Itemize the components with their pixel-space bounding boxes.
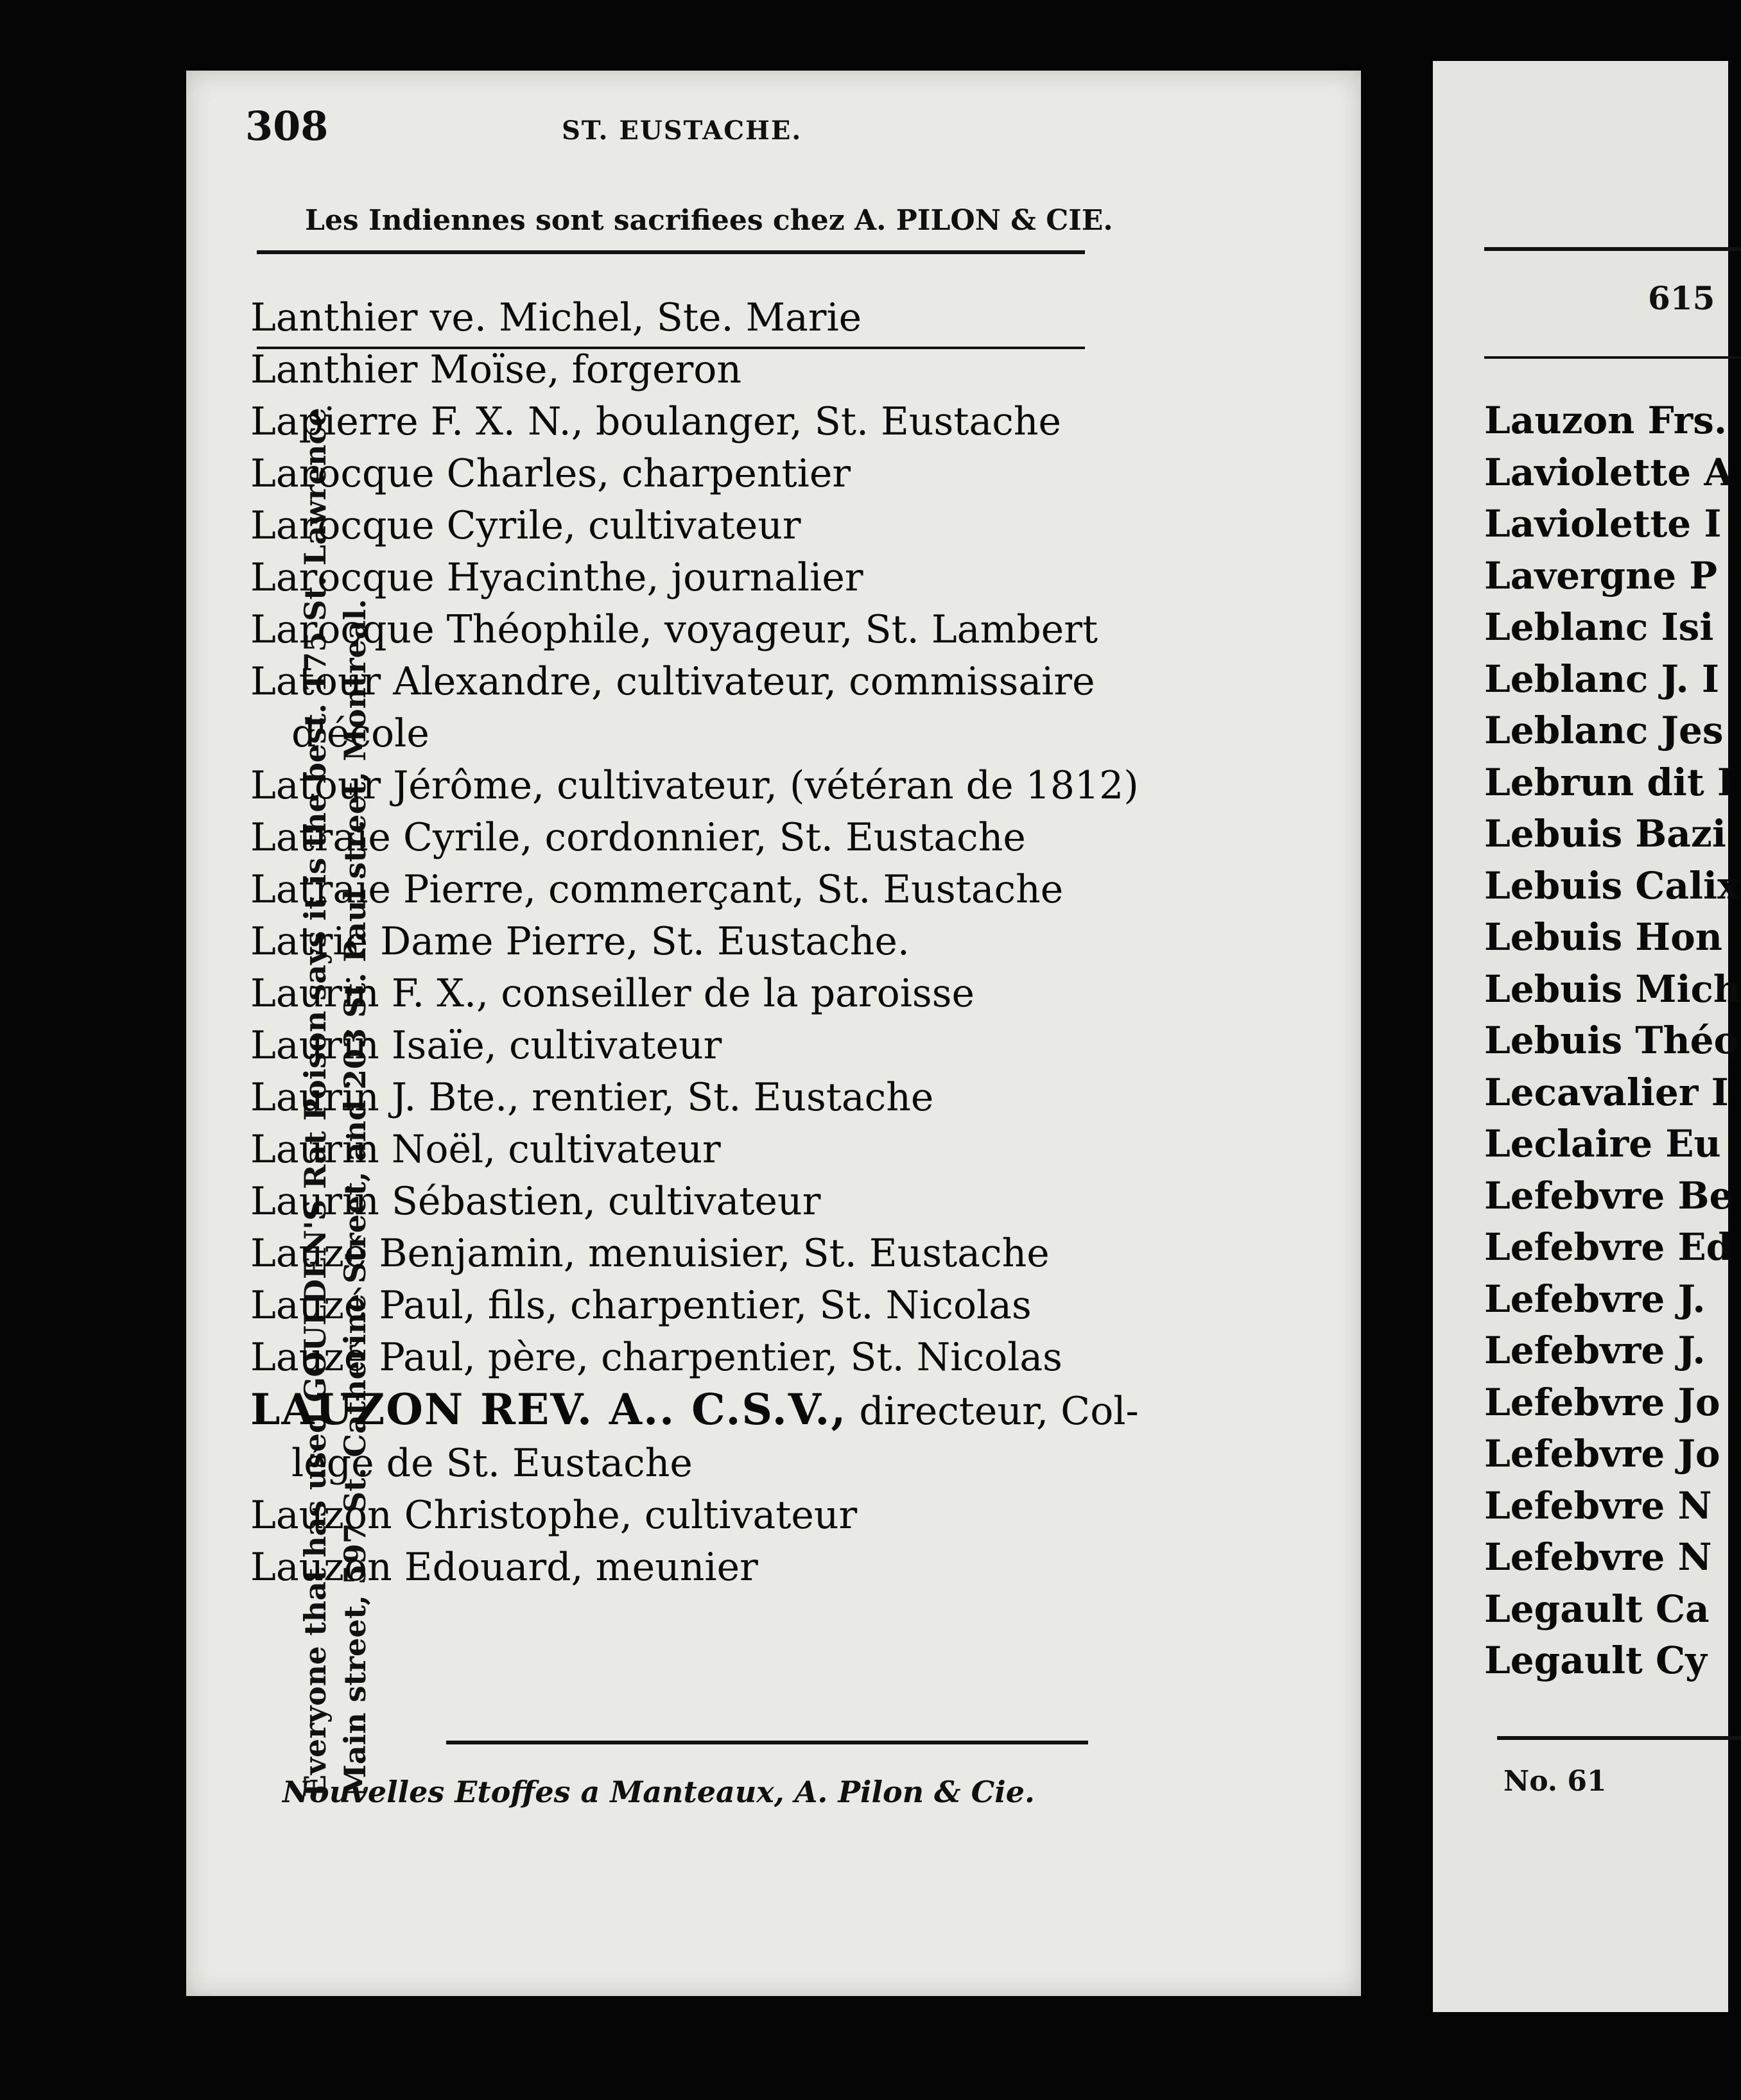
bottom-rule [446, 1741, 1088, 1744]
list-item: Lebuis Hon [1484, 915, 1722, 959]
right-bottom-fragment: No. 61 [1503, 1765, 1607, 1798]
list-item: Leblanc J. I [1484, 657, 1719, 701]
list-item: Lebuis Bazi [1484, 812, 1726, 856]
top-rule [257, 250, 1085, 254]
list-item-bold: LAUZON REV. A.. C.S.V., directeur, Col- lége de St. Eustache [250, 1384, 1139, 1486]
right-second-rule [1484, 356, 1741, 359]
list-item: Lauzon Christophe, cultivateur [250, 1493, 858, 1538]
list-item: Larocque Hyacinthe, journalier [250, 555, 863, 600]
list-item: Lefebvre Be [1484, 1173, 1733, 1218]
side-ad-line-1: Everyone that has used GOULDEN'S Rat Poison says it is the best. 175 St. Lawrence [298, 408, 333, 1797]
list-item: Latour Jérôme, cultivateur, (vétéran de 1812) [250, 763, 1139, 808]
list-item: Lefebvre Ed [1484, 1225, 1733, 1269]
side-ad-line-2: Main street, 597 St. Catherine Street, and 203 St. Paul street, Montreal. [338, 598, 372, 1797]
right-top-rule [1484, 247, 1741, 251]
list-item: Lauzé Paul, fils, charpentier, St. Nicolas [250, 1283, 1032, 1328]
list-item: Laurin Noël, cultivateur [250, 1127, 721, 1172]
list-item: Leclaire Eu [1484, 1122, 1721, 1166]
list-item: Latraie Pierre, commerçant, St. Eustache [250, 867, 1064, 912]
list-item: Larocque Cyrile, cultivateur [250, 503, 801, 548]
list-item: Lefebvre J. [1484, 1329, 1706, 1372]
list-item: Lefebvre J. [1484, 1277, 1706, 1321]
bottom-advertisement: Nouvelles Etoffes a Manteaux, A. Pilon & Cie. [282, 1775, 1035, 1809]
list-item: Lauzon Edouard, meunier [250, 1545, 758, 1590]
list-item: Laurin Sébastien, cultivateur [250, 1179, 821, 1224]
list-item: Lanthier Moïse, forgeron [250, 347, 742, 392]
list-item: Laurin F. X., conseiller de la paroisse [250, 971, 974, 1016]
list-item: Lebuis Mich [1484, 967, 1741, 1011]
list-item: Lauzé Benjamin, menuisier, St. Eustache [250, 1231, 1050, 1276]
list-item: Larocque Charles, charpentier [250, 451, 851, 496]
list-item: Laviolette I [1484, 502, 1722, 546]
top-advertisement: Les Indiennes sont sacrifiees chez A. PILON & CIE. [305, 204, 1113, 237]
right-directory-entries [1484, 395, 1740, 1687]
list-item: Laurin Isaïe, cultivateur [250, 1023, 722, 1068]
page-number: 308 [245, 103, 329, 150]
right-page [1433, 61, 1741, 2012]
list-item: Lebuis Calix [1484, 863, 1740, 908]
list-item: Lefebvre N [1484, 1483, 1712, 1528]
list-item: Latour Alexandre, cultivateur, commissaire d'école [250, 659, 1095, 756]
list-item: Lapierre F. X. N., boulanger, St. Eustache [250, 399, 1061, 444]
list-item: Legault Ca [1484, 1587, 1710, 1631]
list-item: Laurin J. Bte., rentier, St. Eustache [250, 1075, 934, 1120]
list-item: Legault Cy [1484, 1639, 1707, 1682]
list-item: Lefebvre N [1484, 1535, 1712, 1579]
list-item: Lanthier ve. Michel, Ste. Marie [250, 295, 862, 340]
list-item: Lecavalier I [1484, 1070, 1729, 1114]
list-item: Leblanc Jes [1484, 709, 1724, 752]
list-item: Larocque Théophile, voyageur, St. Lambert [250, 607, 1098, 652]
list-item: Latraie Cyrile, cordonnier, St. Eustache [250, 815, 1026, 860]
list-item: Lefebvre Jo [1484, 1380, 1720, 1424]
list-item: Lebuis Théo [1484, 1019, 1739, 1062]
list-item: Laviolette A [1484, 450, 1733, 494]
left-page [186, 71, 1361, 1996]
list-item: Lavergne P [1484, 553, 1717, 598]
right-page-number: 615 [1648, 279, 1715, 317]
right-bottom-rule [1497, 1736, 1741, 1740]
directory-entries [250, 292, 1342, 1594]
list-item: Leblanc Isi [1484, 605, 1714, 649]
list-item: Lebrun dit I [1484, 760, 1735, 804]
running-head: ST. EUSTACHE. [562, 116, 802, 146]
list-item: Lauzon Frs. [1484, 399, 1728, 442]
list-item: Lauzé Paul, père, charpentier, St. Nicolas [250, 1335, 1062, 1380]
list-item: Latrie Dame Pierre, St. Eustache. [250, 919, 910, 964]
list-item: Lefebvre Jo [1484, 1432, 1720, 1476]
